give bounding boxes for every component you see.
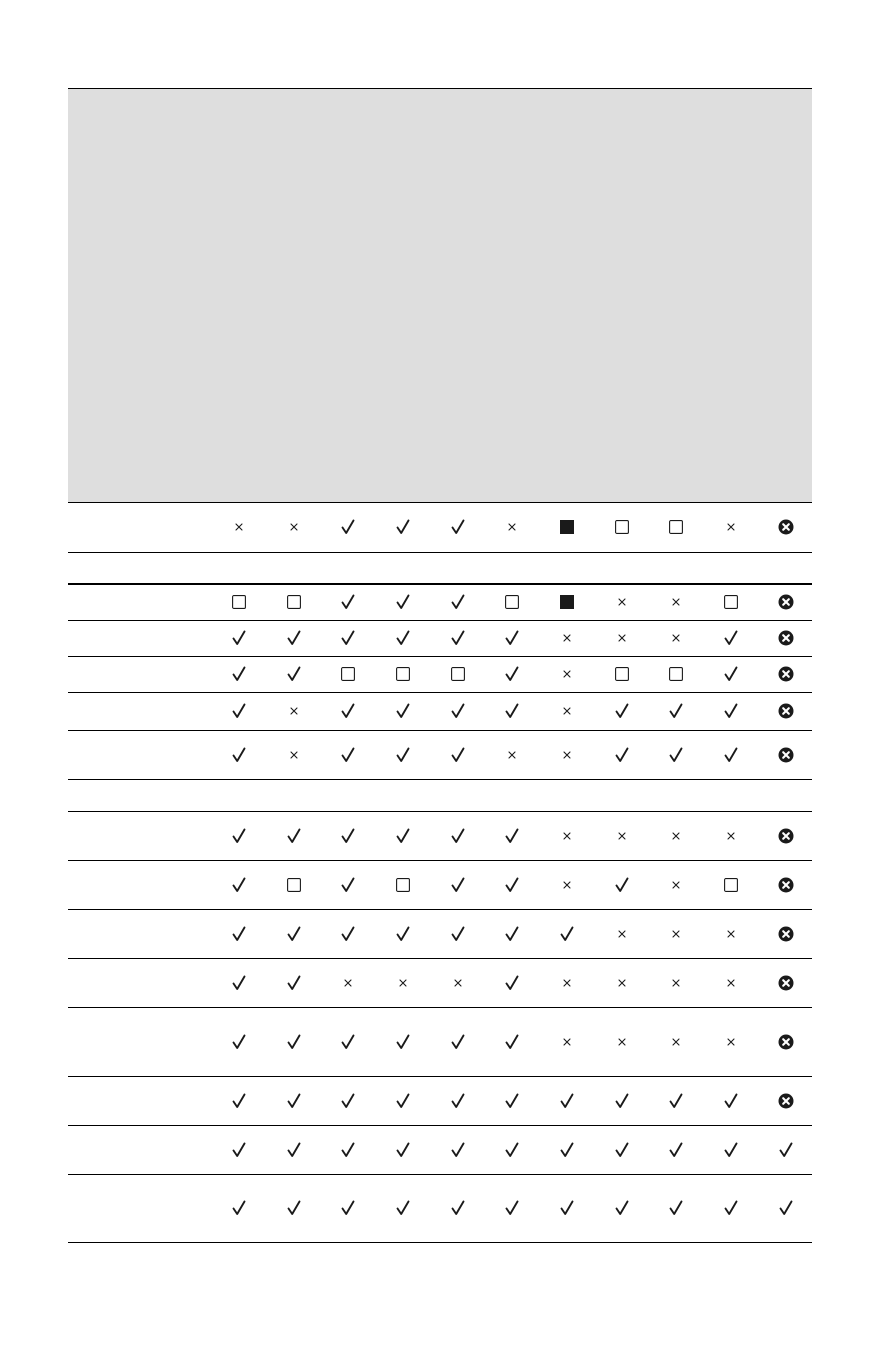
cross-icon	[383, 958, 423, 1007]
table-row	[68, 692, 812, 730]
cross-icon	[547, 730, 587, 779]
cross-icon	[602, 1007, 642, 1076]
checkmark-icon	[383, 909, 423, 958]
empty-box-icon	[383, 860, 423, 909]
cross-icon	[274, 502, 314, 552]
checkmark-icon	[492, 1007, 532, 1076]
cross-icon	[602, 584, 642, 620]
row-label	[68, 620, 208, 656]
checkmark-icon	[711, 1174, 751, 1242]
checkmark-icon	[492, 1174, 532, 1242]
checkmark-icon	[438, 620, 478, 656]
cross-icon	[328, 958, 368, 1007]
cross-icon	[711, 811, 751, 860]
checkmark-icon	[274, 1076, 314, 1125]
circled-x-icon	[766, 1007, 806, 1076]
checkmark-icon	[711, 656, 751, 692]
cross-icon	[547, 811, 587, 860]
checkmark-icon	[711, 1125, 751, 1174]
checkmark-icon	[274, 1125, 314, 1174]
checkmark-icon	[274, 811, 314, 860]
checkmark-icon	[328, 730, 368, 779]
checkmark-icon	[219, 1007, 259, 1076]
checkmark-icon	[274, 909, 314, 958]
table-row	[68, 811, 812, 860]
checkmark-icon	[711, 620, 751, 656]
checkmark-icon	[383, 811, 423, 860]
checkmark-icon	[328, 811, 368, 860]
checkmark-icon	[656, 1125, 696, 1174]
circled-x-icon	[766, 656, 806, 692]
checkmark-icon	[383, 502, 423, 552]
checkmark-icon	[602, 1076, 642, 1125]
row-label	[68, 656, 208, 692]
cross-icon	[656, 584, 696, 620]
cross-icon	[219, 502, 259, 552]
checkmark-icon	[438, 1076, 478, 1125]
checkmark-icon	[328, 1125, 368, 1174]
table-row	[68, 1007, 812, 1076]
circled-x-icon	[766, 692, 806, 730]
checkmark-icon	[766, 1125, 806, 1174]
checkmark-icon	[274, 1007, 314, 1076]
cross-icon	[438, 958, 478, 1007]
checkmark-icon	[438, 811, 478, 860]
checkmark-icon	[274, 656, 314, 692]
checkmark-icon	[219, 656, 259, 692]
checkmark-icon	[219, 1076, 259, 1125]
checkmark-icon	[438, 1174, 478, 1242]
checkmark-icon	[492, 811, 532, 860]
row-label	[68, 1076, 208, 1125]
checkmark-icon	[711, 692, 751, 730]
cross-icon	[711, 502, 751, 552]
row-label	[68, 730, 208, 779]
table-row	[68, 656, 812, 692]
checkmark-icon	[219, 1174, 259, 1242]
checkmark-icon	[328, 502, 368, 552]
checkmark-icon	[274, 958, 314, 1007]
checkmark-icon	[602, 1125, 642, 1174]
checkmark-icon	[383, 584, 423, 620]
checkmark-icon	[328, 584, 368, 620]
filled-box-icon	[547, 502, 587, 552]
row-label	[68, 1125, 208, 1174]
cross-icon	[711, 909, 751, 958]
cross-icon	[547, 656, 587, 692]
cross-icon	[602, 811, 642, 860]
table-row	[68, 1076, 812, 1125]
checkmark-icon	[547, 1076, 587, 1125]
circled-x-icon	[766, 730, 806, 779]
row-label	[68, 1007, 208, 1076]
checkmark-icon	[219, 1125, 259, 1174]
cross-icon	[602, 909, 642, 958]
cross-icon	[274, 692, 314, 730]
checkmark-icon	[328, 860, 368, 909]
cross-icon	[602, 958, 642, 1007]
checkmark-icon	[438, 1125, 478, 1174]
checkmark-icon	[602, 860, 642, 909]
empty-box-icon	[656, 502, 696, 552]
circled-x-icon	[766, 1076, 806, 1125]
checkmark-icon	[219, 909, 259, 958]
cross-icon	[547, 692, 587, 730]
table-row	[68, 584, 812, 620]
cross-icon	[656, 620, 696, 656]
checkmark-icon	[219, 860, 259, 909]
checkmark-icon	[219, 620, 259, 656]
table-row	[68, 909, 812, 958]
checkmark-icon	[383, 1007, 423, 1076]
cross-icon	[547, 958, 587, 1007]
checkmark-icon	[383, 730, 423, 779]
row-label	[68, 552, 208, 584]
checkmark-icon	[656, 730, 696, 779]
checkmark-icon	[328, 1076, 368, 1125]
cross-icon	[547, 860, 587, 909]
checkmark-icon	[602, 1174, 642, 1242]
checkmark-icon	[492, 620, 532, 656]
circled-x-icon	[766, 584, 806, 620]
empty-box-icon	[438, 656, 478, 692]
cross-icon	[656, 860, 696, 909]
row-label	[68, 779, 208, 811]
cross-icon	[711, 958, 751, 1007]
row-label	[68, 502, 208, 552]
checkmark-icon	[656, 1076, 696, 1125]
checkmark-icon	[383, 1076, 423, 1125]
checkmark-icon	[602, 692, 642, 730]
circled-x-icon	[766, 811, 806, 860]
row-label	[68, 811, 208, 860]
checkmark-icon	[766, 1174, 806, 1242]
checkmark-icon	[383, 692, 423, 730]
checkmark-icon	[492, 860, 532, 909]
row-label	[68, 860, 208, 909]
checkmark-icon	[383, 1125, 423, 1174]
cross-icon	[602, 620, 642, 656]
circled-x-icon	[766, 860, 806, 909]
cross-icon	[274, 730, 314, 779]
section-row	[68, 779, 812, 811]
row-divider	[68, 1242, 812, 1243]
checkmark-icon	[219, 958, 259, 1007]
checkmark-icon	[219, 811, 259, 860]
circled-x-icon	[766, 958, 806, 1007]
checkmark-icon	[328, 1007, 368, 1076]
checkmark-icon	[711, 730, 751, 779]
empty-box-icon	[602, 656, 642, 692]
cross-icon	[547, 1007, 587, 1076]
cross-icon	[656, 811, 696, 860]
row-label	[68, 584, 208, 620]
empty-box-icon	[219, 584, 259, 620]
checkmark-icon	[602, 730, 642, 779]
checkmark-icon	[438, 584, 478, 620]
checkmark-icon	[438, 730, 478, 779]
empty-box-icon	[656, 656, 696, 692]
empty-box-icon	[274, 860, 314, 909]
checkmark-icon	[656, 692, 696, 730]
checkmark-icon	[547, 909, 587, 958]
checkmark-icon	[438, 502, 478, 552]
empty-box-icon	[274, 584, 314, 620]
table-row	[68, 620, 812, 656]
checkmark-icon	[492, 909, 532, 958]
row-label	[68, 958, 208, 1007]
filled-box-icon	[547, 584, 587, 620]
cross-icon	[656, 909, 696, 958]
circled-x-icon	[766, 909, 806, 958]
checkmark-icon	[656, 1174, 696, 1242]
checkmark-icon	[328, 1174, 368, 1242]
checkmark-icon	[274, 620, 314, 656]
checkmark-icon	[711, 1076, 751, 1125]
checkmark-icon	[492, 656, 532, 692]
checkmark-icon	[383, 1174, 423, 1242]
empty-box-icon	[328, 656, 368, 692]
checkmark-icon	[438, 909, 478, 958]
table-row	[68, 1174, 812, 1242]
checkmark-icon	[328, 909, 368, 958]
checkmark-icon	[383, 620, 423, 656]
checkmark-icon	[328, 620, 368, 656]
checkmark-icon	[492, 958, 532, 1007]
table-row	[68, 730, 812, 779]
cross-icon	[711, 1007, 751, 1076]
checkmark-icon	[492, 1076, 532, 1125]
checkmark-icon	[219, 692, 259, 730]
circled-x-icon	[766, 502, 806, 552]
table-row	[68, 958, 812, 1007]
empty-box-icon	[711, 860, 751, 909]
empty-box-icon	[383, 656, 423, 692]
checkmark-icon	[547, 1125, 587, 1174]
row-label	[68, 909, 208, 958]
checkmark-icon	[492, 692, 532, 730]
checkmark-icon	[219, 730, 259, 779]
row-label	[68, 692, 208, 730]
section-row	[68, 552, 812, 584]
cross-icon	[492, 502, 532, 552]
circled-x-icon	[766, 620, 806, 656]
table-row	[68, 1125, 812, 1174]
checkmark-icon	[492, 1125, 532, 1174]
checkmark-icon	[438, 1007, 478, 1076]
row-label	[68, 1174, 208, 1242]
cross-icon	[656, 958, 696, 1007]
cross-icon	[492, 730, 532, 779]
checkmark-icon	[438, 692, 478, 730]
table-row	[68, 502, 812, 552]
checkmark-icon	[328, 692, 368, 730]
checkmark-icon	[547, 1174, 587, 1242]
empty-box-icon	[602, 502, 642, 552]
cross-icon	[656, 1007, 696, 1076]
checkmark-icon	[438, 860, 478, 909]
empty-box-icon	[711, 584, 751, 620]
cross-icon	[547, 620, 587, 656]
checkmark-icon	[274, 1174, 314, 1242]
empty-box-icon	[492, 584, 532, 620]
table-row	[68, 860, 812, 909]
